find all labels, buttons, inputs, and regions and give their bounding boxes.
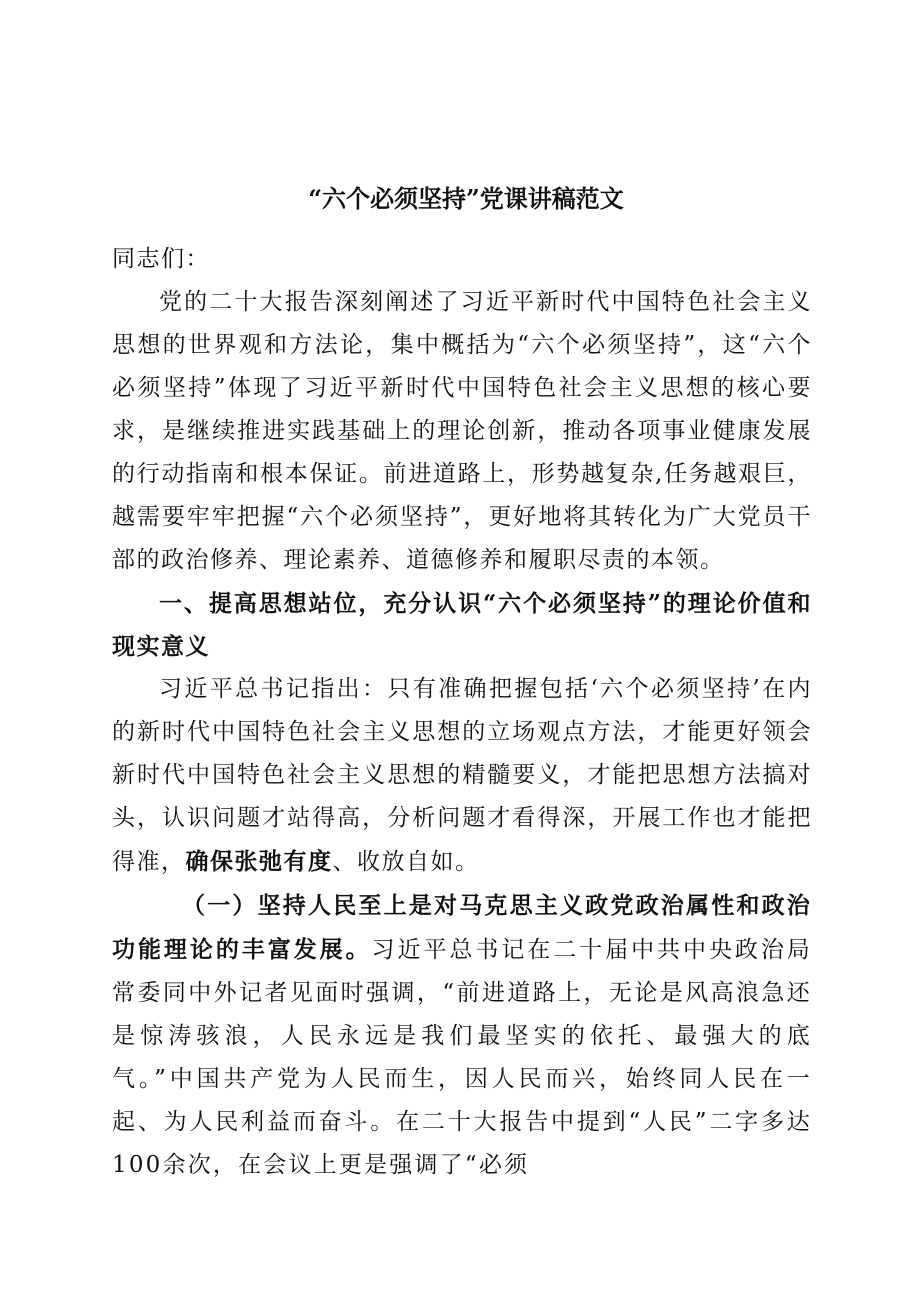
subsection-heading-1: （一）坚持人民至上是对马克思主义政党政治属性和政治功能理论的丰富发展。 [112,892,812,963]
subsection-text-1: 习近平总书记在二十届中共中央政治局常委同中外记者见面时强调，“前进道路上，无论是风高浪急还是惊涛骇浪，人民永远是我们最坚实的依托、最强大的底气。”中国共产党为人民而生，因人民而兴，始终同人民在一起、为人民利益而奋斗。在二十大报告中提到“人民”二字多达100余次，在会议上更是强调了“必须 [112,937,813,1178]
quote-paragraph-bold: 确保张弛有度 [185,848,333,875]
intro-paragraph: 党的二十大报告深刻阐述了习近平新时代中国特色社会主义思想的世界观和方法论，集中概括为“六个必须坚持”，这“六个必须坚持”体现了习近平新时代中国特色社会主义思想的核心要求，是继续推进实践基础上的理论创新，推动各项事业健康发展的行动指南和根本保证。前进道路上，形势越复杂,任务越艰巨，越需要牢牢把握“六个必须坚持”，更好地将其转化为广大党员干部的政治修养、理论素养、道德修养和履职尽责的本领。 [112,289,812,573]
subsection-paragraph-1 [112,884,812,1187]
quote-paragraph-text: 习近平总书记指出：只有准确把握包括‘六个必须坚持’在内的新时代中国特色社会主义思想的立场观点方法，才能更好领会新时代中国特色社会主义思想的精髓要义，才能把思想方法搞对头，认识问题才站得高，分析问题才看得深，开展工作也才能把得准， [112,676,812,875]
quote-paragraph [112,668,812,884]
salutation: 同志们： [112,246,210,272]
document-body [112,180,812,1187]
document-title: “六个必须坚持”党课讲稿范文 [308,184,624,213]
quote-paragraph-tail: 、收放自如。 [332,849,480,875]
section-heading-1: 一、提高思想站位，充分认识“六个必须坚持”的理论价值和现实意义 [112,590,812,660]
